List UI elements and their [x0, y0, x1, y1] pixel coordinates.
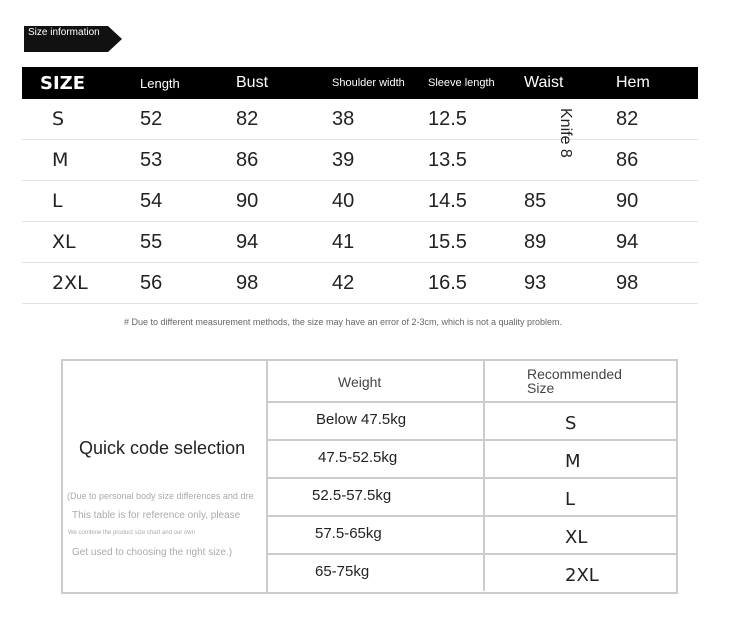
weight-cell: 65-75kg [315, 563, 370, 580]
column-divider [483, 403, 485, 439]
size-cell: XL [22, 222, 140, 263]
weight-cell: 52.5-57.5kg [312, 487, 392, 504]
size-cell: M [565, 451, 581, 472]
header-length: Length [140, 67, 236, 99]
sleeve-cell: 14.5 [428, 181, 524, 222]
shoulder-cell: 39 [332, 140, 428, 181]
size-table [22, 67, 698, 304]
quick-code-label-cell [63, 361, 268, 592]
column-divider [483, 517, 485, 553]
shoulder-cell: 42 [332, 263, 428, 304]
quick-note-line: (Due to personal body size differences and dre [67, 491, 254, 501]
length-cell: 53 [140, 140, 236, 181]
weight-cell: Below 47.5kg [316, 411, 407, 428]
waist-cell: 93 [524, 263, 616, 304]
quick-note-line: We combine the product size chart and our own [68, 530, 195, 536]
table-row [268, 479, 678, 517]
size-cell: L [22, 181, 140, 222]
header-bust: Bust [236, 67, 332, 99]
length-cell: 56 [140, 263, 236, 304]
shoulder-cell: 41 [332, 222, 428, 263]
bust-cell: 94 [236, 222, 332, 263]
bust-cell: 82 [236, 99, 332, 140]
table-row [22, 222, 698, 263]
tag-label: Size information [28, 27, 100, 38]
bust-cell: 98 [236, 263, 332, 304]
length-cell: 54 [140, 181, 236, 222]
weight-header-label: Weight [338, 374, 382, 390]
sleeve-cell: 12.5 [428, 99, 524, 140]
waist-merged-cell [550, 108, 580, 170]
bust-cell: 90 [236, 181, 332, 222]
length-cell: 52 [140, 99, 236, 140]
weight-cell: 57.5-65kg [315, 525, 382, 542]
sleeve-cell: 13.5 [428, 140, 524, 181]
size-cell: M [22, 140, 140, 181]
size-cell: 2XL [22, 263, 140, 304]
column-divider [483, 441, 485, 477]
size-cell: L [565, 489, 576, 510]
quick-code-table [61, 359, 678, 594]
quick-code-title: Quick code selection [79, 438, 246, 458]
hem-cell: 90 [616, 181, 698, 222]
column-divider [483, 555, 485, 591]
table-row [268, 517, 678, 555]
shoulder-cell: 38 [332, 99, 428, 140]
recommended-size-header-label: Recommended Size [527, 366, 622, 396]
header-hem: Hem [616, 67, 698, 99]
size-table-header [22, 67, 698, 99]
shoulder-cell: 40 [332, 181, 428, 222]
hem-cell: 82 [616, 99, 698, 140]
hem-cell: 86 [616, 140, 698, 181]
quick-note-line: This table is for reference only, please [72, 510, 241, 521]
column-divider [483, 479, 485, 515]
waist-cell: 85 [524, 181, 616, 222]
weight-cell: 47.5-52.5kg [318, 449, 398, 466]
hem-cell: 98 [616, 263, 698, 304]
header-sleeve: Sleeve length [428, 67, 524, 99]
table-row [22, 99, 698, 140]
table-row [268, 555, 678, 591]
table-row [22, 181, 698, 222]
waist-merged-label: Knife 8 [557, 108, 574, 158]
sleeve-cell: 15.5 [428, 222, 524, 263]
header-shoulder: Shoulder width [332, 67, 428, 99]
recommended-size-header [485, 361, 678, 403]
bust-cell: 86 [236, 140, 332, 181]
size-cell: XL [565, 527, 588, 548]
hem-cell: 94 [616, 222, 698, 263]
length-cell: 55 [140, 222, 236, 263]
table-row [268, 403, 678, 441]
measurement-note: # Due to different measurement methods, the size may have an error of 2-3cm, which is not a quality problem. [124, 317, 563, 327]
weight-header [268, 361, 485, 403]
waist-cell: 89 [524, 222, 616, 263]
size-cell: S [22, 99, 140, 140]
table-row [268, 441, 678, 479]
quick-note-line: Get used to choosing the right size.) [72, 547, 233, 558]
table-row [22, 140, 698, 181]
header-size: SIZE [22, 67, 140, 99]
header-waist: Waist [524, 67, 616, 99]
sleeve-cell: 16.5 [428, 263, 524, 304]
size-info-tag [24, 26, 120, 52]
table-row [22, 263, 698, 304]
size-cell: S [565, 413, 577, 434]
size-cell: 2XL [565, 565, 599, 586]
